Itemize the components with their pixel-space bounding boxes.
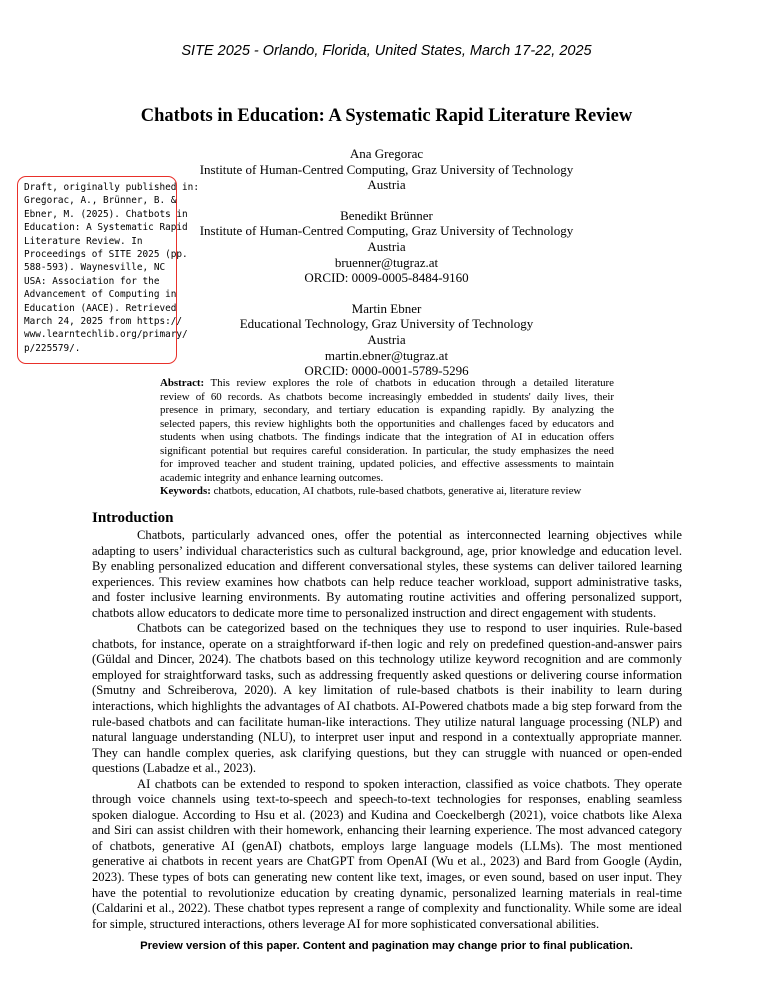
note-line: Education: A Systematic Rapid <box>24 222 188 234</box>
paragraph-line: 2023). These types of bots can generating new content like text, images, or even sound, based on user input. They <box>92 870 682 885</box>
abstract-line: students when using chatbots. The findings indicate that the integration of AI in education offers <box>160 431 614 444</box>
introduction-body <box>92 528 682 932</box>
paragraph-line: adapting to users’ individual characteristics such as cultural background, age, prior knowledge and education level. <box>92 543 682 558</box>
paragraph-line: questions (Labadze et al., 2023). <box>92 761 257 776</box>
note-line: Gregorac, A., Brünner, B. & <box>24 195 177 207</box>
abstract-label: Abstract: <box>160 377 205 389</box>
note-line: www.learntechlib.org/primary/ <box>24 329 188 341</box>
paragraph-line: spoken dialogue. According to Hsu et al. (2023) and Kudina and Coeckelbergh (2021), voice chatbots like Alexa <box>92 807 682 822</box>
paragraph-line: Chatbots, particularly advanced ones, offer the potential as interconnected learning objectives while <box>137 528 682 542</box>
abstract <box>160 377 614 499</box>
note-line: 588-593). Waynesville, NC <box>24 262 166 274</box>
paragraph-line: rule-based chatbots and can facilitate human-like interactions. They utilize natural language processing (NLP) and <box>92 714 682 729</box>
paragraph-line: chatbots allow educators to dedicate more time to personalized instruction and direct engagement with students. <box>92 605 657 620</box>
paragraph-line: have the potential to revolutionize education by creating dynamic, personalized learning materials in real-time <box>92 885 682 900</box>
section-heading-introduction: Introduction <box>92 510 174 526</box>
abstract-line: for improved teacher and student training, updated policies, and effective assessments to maintain <box>160 458 614 471</box>
author-affiliation: Institute of Human-Centred Computing, Graz University of Technology <box>199 161 574 177</box>
author-orcid: ORCID: 0009-0005-8484-9160 <box>304 270 469 286</box>
note-line: Ebner, M. (2025). Chatbots in <box>24 208 188 220</box>
author-name: Martin Ebner <box>351 300 422 316</box>
paragraph-line: and foster inclusive learning environments. By automating routine activities and offering personalized support, <box>92 590 682 605</box>
author-email: bruenner@tugraz.at <box>334 254 439 270</box>
paragraph-line: and Siri can assist children with their homework, enhancing their learning experience. The most advanced category <box>92 823 682 838</box>
paragraph-line: employed for straightforward tasks, such as addressing frequently asked questions or delivering course information <box>92 667 682 682</box>
paragraph-line: for simple, structured interactions, others leverage AI for more sophisticated conversational abilities. <box>92 916 600 931</box>
abstract-line: significant potential but requires careful consideration. In particular, the study emphasizes the need <box>160 444 614 457</box>
author-country: Austria <box>367 177 406 193</box>
conference-header: SITE 2025 - Orlando, Florida, United States, March 17-22, 2025 <box>181 43 592 59</box>
note-line: Education (AACE). Retrieved <box>24 302 177 314</box>
paper-title: Chatbots in Education: A Systematic Rapid Literature Review <box>140 106 633 126</box>
author-email: martin.ebner@tugraz.at <box>324 347 449 363</box>
paragraph-line: Chatbots can be categorized based on the techniques they use to respond to user inquiries. Rule-based <box>137 621 682 636</box>
keywords-line <box>160 485 614 499</box>
author-orcid: ORCID: 0000-0001-5789-5296 <box>304 363 469 379</box>
paragraph-line: (Smutny and Schreiberova, 2020). A key limitation of rule-based chatbots is their inability to learn during <box>92 683 682 698</box>
author-name: Ana Gregorac <box>349 146 424 161</box>
paragraph-line: generative ai chatbots in recent years are ChatGPT from OpenAI (Wu et al., 2023) and Bard from Google (Aydin, <box>92 854 682 869</box>
paragraph-line: (Caldarini et al., 2022). These chatbot types represent a range of complexity and functionality. While some are ideal <box>92 901 682 916</box>
author-affiliation: Educational Technology, Graz University of Technology <box>239 316 534 332</box>
note-line: USA: Association for the <box>24 275 160 287</box>
note-line: Draft, originally published in: <box>24 182 199 193</box>
draft-citation-note <box>17 176 199 364</box>
paragraph-line: AI chatbots can be extended to respond to spoken interaction, classified as voice chatbots. They operate <box>137 776 682 791</box>
abstract-line: presence in primary, secondary, and tertiary education is expanding rapidly. By analyzing the <box>160 404 614 417</box>
abstract-line: review of 60 records. As chatbots become increasingly embedded in students' daily lives, their <box>160 390 614 403</box>
abstract-line: academic integrity and enhance learning outcomes. <box>160 471 384 484</box>
note-line: Advancement of Computing in <box>24 289 177 301</box>
paragraph-line: experiences. This review examines how chatbots can help reduce teacher workload, support administrative tasks, <box>92 574 682 589</box>
author-country: Austria <box>367 331 406 347</box>
preview-notice: Preview version of this paper. Content and pagination may change prior to final publication. <box>140 940 633 952</box>
abstract-text: This review explores the role of chatbots in education through a detailed literature <box>210 377 615 389</box>
note-line: March 24, 2025 from https:// <box>24 316 183 328</box>
paragraph-line: By enabling personalized education and different conversational styles, these systems can deliver tailored learning <box>92 559 682 574</box>
note-line: Literature Review. In <box>24 235 143 247</box>
keywords-text: chatbots, education, AI chatbots, rule-based chatbots, generative ai, literature review <box>213 485 582 498</box>
paragraph-line: of chatbots, generative AI (genAI) chatbots, employs large language models (LLMs). The most mentioned <box>92 838 682 853</box>
paragraph-line: chatbots, for instance, operate on a straightforward if-then logic and rely on predefined question-and-answer pairs <box>92 636 682 651</box>
paragraph-line: They can handle complex queries, ask clarifying questions, but they can struggle with nuanced or open-ended <box>92 745 682 760</box>
paragraph-line: (Güldal and Dincer, 2024). The chatbots based on this technology utilize keyword recognition and are commonly <box>92 652 682 667</box>
author-country: Austria <box>367 238 406 254</box>
author-affiliation: Institute of Human-Centred Computing, Graz University of Technology <box>199 223 574 239</box>
paragraph-line: natural language understanding (NLU), to interpret user input and respond in a contextually appropriate manner. <box>92 730 682 745</box>
note-line: p/225579/. <box>24 342 81 354</box>
note-line: Proceedings of SITE 2025 (pp. <box>24 249 188 261</box>
paragraph-line: through voice channels using text-to-speech and speech-to-text technologies for responses, enabling seamless <box>92 792 682 807</box>
abstract-line <box>160 377 614 391</box>
keywords-label: Keywords: <box>160 485 211 498</box>
author-name: Benedikt Brünner <box>340 207 433 223</box>
abstract-line: selected papers, this review highlights both the opportunities and challenges faced by educators and <box>160 417 614 430</box>
paragraph-line: interactions, which highlights the advantages of AI chatbots. AI-Powered chatbots made a big step forward from the <box>92 699 682 714</box>
